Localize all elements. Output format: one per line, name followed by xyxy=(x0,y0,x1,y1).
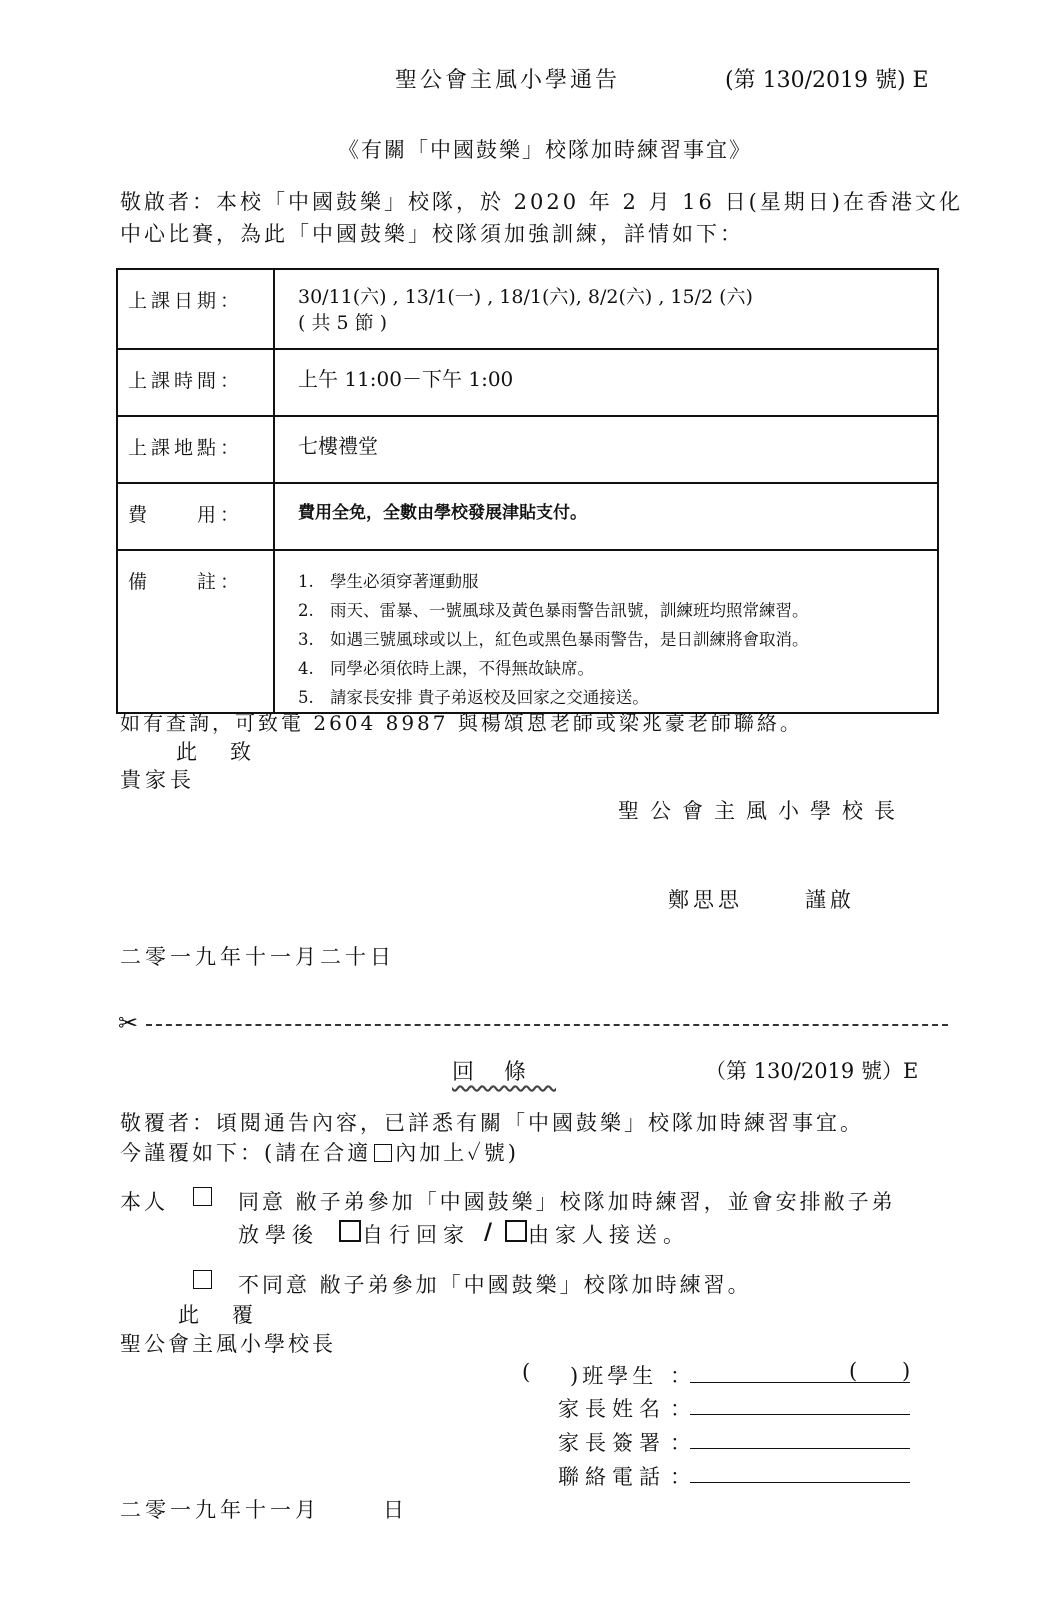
place-label: 上課地點： xyxy=(117,416,274,483)
place-value: 七樓禮堂 xyxy=(274,416,938,483)
notes-cell xyxy=(274,550,938,713)
note-item xyxy=(298,596,937,625)
principal-title: 聖公會主風小學校長 xyxy=(618,799,906,823)
family-pickup-checkbox[interactable] xyxy=(502,1220,530,1244)
notes-label: 備 註： xyxy=(117,550,274,713)
school-notice-title: 聖公會主風小學通告 xyxy=(395,68,621,93)
phone-label: 聯絡電話 xyxy=(558,1465,666,1489)
student-name-field[interactable] xyxy=(690,1382,910,1383)
intro-line-1: 敬啟者：本校「中國鼓樂」校隊，於 2020 年 2 月 16 日(星期日)在香港文化 xyxy=(120,190,963,214)
colon: ： xyxy=(670,1364,691,1388)
notice-number: (第 130/2019 號) E xyxy=(725,68,929,93)
time-value: 上午 11:00－下午 1:00 xyxy=(274,349,938,416)
class-student-label: )班學生 xyxy=(570,1364,658,1388)
note-number: 4. xyxy=(298,659,314,678)
colon: ： xyxy=(670,1397,691,1421)
note-text: 請家長安排 貴子弟返校及回家之交通接送。 xyxy=(330,688,649,707)
scissors-icon: ✂ xyxy=(118,1009,139,1037)
reply-date: 二零一九年十一月 xyxy=(120,1498,320,1522)
details-table xyxy=(116,268,939,714)
time-label: 上課時間： xyxy=(117,349,274,416)
agree-text: 同意 敝子弟參加「中國鼓樂」校隊加時練習，並會安排敝子弟 xyxy=(238,1190,896,1214)
example-checkbox-icon xyxy=(374,1144,392,1162)
notice-date: 二零一九年十一月二十日 xyxy=(120,945,395,969)
self-return-checkbox[interactable] xyxy=(336,1220,364,1244)
reply-line-2-pre: 今謹覆如下：(請在合適 xyxy=(120,1141,372,1165)
reply-regards: 此 覆 xyxy=(178,1303,259,1327)
table-row-fee xyxy=(117,483,938,550)
phone-field[interactable] xyxy=(690,1482,910,1483)
closing-regards: 此 致 xyxy=(176,740,257,764)
reply-line-2-post: 號) xyxy=(483,1141,519,1165)
reply-line-1: 敬覆者：頃閱通告內容，已詳悉有關「中國鼓樂」校隊加時練習事宜。 xyxy=(120,1111,864,1135)
note-number: 1. xyxy=(298,572,314,591)
table-row-place xyxy=(117,416,938,483)
intro-line-2: 中心比賽，為此「中國鼓樂」校隊須加強訓練，詳情如下： xyxy=(120,222,744,246)
note-number: 3. xyxy=(298,630,314,649)
date-label: 上課日期： xyxy=(117,269,274,349)
note-number: 5. xyxy=(298,688,314,707)
disagree-checkbox[interactable] xyxy=(190,1270,215,1291)
student-no-open: ( xyxy=(849,1359,858,1383)
disagree-text: 不同意 敝子弟參加「中國鼓樂」校隊加時練習。 xyxy=(238,1273,752,1297)
family-pickup-label: 由家人接送。 xyxy=(528,1223,690,1247)
table-row-date xyxy=(117,269,938,349)
enquiry-text: 如有查詢，可致電 2604 8987 與楊頌恩老師或梁兆豪老師聯絡。 xyxy=(120,711,803,735)
note-text: 雨天、雷暴、一號風球及黃色暴雨警告訊號，訓練班均照常練習。 xyxy=(330,601,809,620)
agree-checkbox[interactable] xyxy=(190,1187,215,1208)
reply-date-day: 日 xyxy=(383,1498,404,1522)
date-value: 30/11(六) , 13/1(一) , 18/1(六), 8/2(六) , 15/2 (六) xyxy=(298,286,753,308)
note-number: 2. xyxy=(298,601,314,620)
self-return-label: 自行回家 xyxy=(362,1223,470,1247)
notice-subject: 《有關「中國鼓樂」校隊加時練習事宜》 xyxy=(338,138,752,162)
reply-recipient: 聖公會主風小學校長 xyxy=(120,1332,336,1356)
parent-sign-label: 家長簽署 xyxy=(558,1431,666,1455)
fee-label: 費 用： xyxy=(117,483,274,550)
note-text: 學生必須穿著運動服 xyxy=(330,572,479,591)
closing-recipient: 貴家長 xyxy=(120,768,195,792)
student-no-close: ) xyxy=(902,1359,911,1383)
note-text: 同學必須依時上課，不得無故缺席。 xyxy=(330,659,594,678)
note-item xyxy=(298,567,937,596)
note-text: 如遇三號風球或以上，紅色或黑色暴雨警告，是日訓練將會取消。 xyxy=(330,630,809,649)
colon: ： xyxy=(670,1431,691,1455)
after-school-label: 放學後 xyxy=(238,1223,319,1247)
reply-line-2-mid: 內加上 xyxy=(395,1141,468,1165)
self-label: 本人 xyxy=(120,1190,168,1214)
principal-name: 鄭思思 xyxy=(668,888,743,912)
parent-sign-field[interactable] xyxy=(690,1448,910,1449)
class-open-paren: ( xyxy=(522,1360,531,1384)
respectfully-text: 謹啟 xyxy=(805,888,855,912)
fee-value: 費用全免，全數由學校發展津貼支付。 xyxy=(274,483,938,550)
parent-name-field[interactable] xyxy=(690,1414,910,1415)
date-cell xyxy=(274,269,938,349)
note-item xyxy=(298,654,937,683)
reply-notice-number: （第 130/2019 號）E xyxy=(705,1059,919,1083)
reply-line-2 xyxy=(120,1137,519,1167)
parent-name-label: 家長姓名 xyxy=(558,1397,666,1421)
reply-slip-title: 回條 xyxy=(452,1060,557,1085)
colon: ： xyxy=(670,1465,691,1489)
option-separator: / xyxy=(484,1219,493,1245)
table-row-notes xyxy=(117,550,938,713)
checkmark-icon: ✓ xyxy=(467,1141,484,1165)
date-count: ( 共 5 節 ) xyxy=(298,312,388,334)
table-row-time xyxy=(117,349,938,416)
cut-line xyxy=(146,1024,948,1026)
note-item xyxy=(298,625,937,654)
